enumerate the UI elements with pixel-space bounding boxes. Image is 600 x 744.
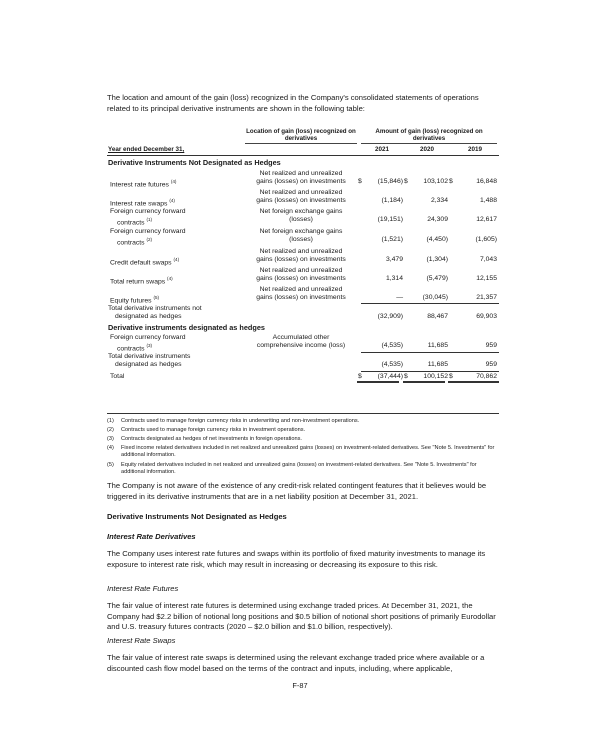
value-2019: 70,862 <box>476 373 497 380</box>
value-2020: (1,304) <box>426 256 448 263</box>
footnote-number: (2) <box>107 427 114 433</box>
value-2020: 24,309 <box>427 216 448 223</box>
footnote-number: (4) <box>107 445 114 451</box>
double-underline <box>448 381 499 383</box>
value-2021: (15,846) <box>377 178 403 185</box>
value-2019: 959 <box>485 342 497 349</box>
heading-interest-rate-futures: Interest Rate Futures <box>107 584 179 593</box>
total-row <box>107 352 499 371</box>
interest-rate-swaps-paragraph: The fair value of interest rate swaps is determined using the relevant exchange traded price where available or a discounted cash flow model based on the terms of the contract and inputs, including, where applicable, <box>107 653 485 673</box>
value-2020: 2,334 <box>430 197 448 204</box>
value-2021: (19,151) <box>377 216 403 223</box>
row-location: Net realized and unrealized gains (losses) on investments <box>256 248 346 263</box>
value-2019: 16,848 <box>476 178 497 185</box>
amount-column-header: Amount of gain (loss) recognized on derivatives <box>375 128 483 143</box>
footnote-number: (1) <box>107 418 114 424</box>
value-2020: 88,467 <box>427 313 448 320</box>
section-title: Derivative Instruments Not Designated as Hedges <box>108 158 281 167</box>
currency-symbol: $ <box>358 373 362 380</box>
value-2020: (30,045) <box>422 294 448 301</box>
total-rule <box>361 303 499 304</box>
value-2019: 7,043 <box>479 256 497 263</box>
value-2021: (1,521) <box>381 236 403 243</box>
value-2021: (4,535) <box>381 361 403 368</box>
value-2020: (4,450) <box>426 236 448 243</box>
year-header-row <box>107 144 499 156</box>
row-label: Credit default swaps $^{(4)}$ <box>110 257 180 267</box>
value-2021: 3,479 <box>385 256 403 263</box>
interest-rate-paragraph: The Company uses interest rate futures and swaps within its portfolio of fixed maturity investments to manage its exposure to interest rate risk, which may result in increasing or decreasing its exposure to this risk. <box>107 549 486 569</box>
total-rule <box>361 352 499 353</box>
section-designated <box>107 322 499 333</box>
derivatives-gain-loss-table <box>107 126 499 383</box>
row-label: Interest rate futures $^{(4)}$ <box>110 179 177 189</box>
year-2019: 2019 <box>467 146 482 153</box>
heading-interest-rate-derivatives: Interest Rate Derivatives <box>107 532 196 541</box>
total-rule <box>361 371 499 372</box>
footnote-separator <box>107 413 499 414</box>
row-location: Net realized and unrealized gains (losses) on investments <box>256 189 346 204</box>
currency-symbol: $ <box>449 178 453 185</box>
currency-symbol: $ <box>358 178 362 185</box>
interest-rate-futures-paragraph: The fair value of interest rate futures is determined using exchange traded prices. At December 31, 2021, the Company had $2.2 billion of notional long positions and $0.5 billion of notional short positions of primarily Eurodollar and U.S. treasury futures contracts (2020 – $2.0 billion and $1.0 billion, respectively). <box>107 601 496 632</box>
heading-interest-rate-swaps: Interest Rate Swaps <box>107 636 176 645</box>
row-location: Net realized and unrealized gains (losses) on investments <box>256 170 346 185</box>
row-label: Foreign currency forward contracts $^{(2)}$ <box>110 228 186 246</box>
table-row <box>107 226 499 246</box>
year-label: Year ended December 31, <box>108 146 185 153</box>
value-2021: (1,184) <box>381 197 403 204</box>
value-2019: 959 <box>485 361 497 368</box>
footnote-text: Equity related derivatives included in net realized and unrealized gains (losses) on investment-related derivatives. See "Note 5. Investments" for additional information. <box>121 462 477 475</box>
value-2020: 11,685 <box>427 361 448 368</box>
row-label: Foreign currency forward contracts $^{(1)}$ <box>110 208 186 226</box>
footnote-text: Contracts designated as hedges of net investments in foreign operations. <box>121 436 302 442</box>
value-2020: 11,685 <box>427 342 448 349</box>
row-location: Accumulated other comprehensive income (loss) <box>256 334 346 349</box>
table-row <box>107 284 499 303</box>
row-label: Total return swaps $^{(4)}$ <box>110 276 173 286</box>
row-location: Net realized and unrealized gains (losses) on investments <box>256 286 346 301</box>
row-label: Total derivative instruments designated as hedges <box>108 353 191 368</box>
table-row <box>107 265 499 284</box>
row-label: Foreign currency forward contracts $^{(3)}$ <box>110 334 186 352</box>
table-row <box>107 333 499 352</box>
currency-symbol: $ <box>404 373 408 380</box>
value-2020: 100,152 <box>423 373 448 380</box>
value-2021: — <box>396 294 403 301</box>
footnote-text: Contracts used to manage foreign currency risks in investment operations. <box>121 427 306 433</box>
value-2021: (32,909) <box>377 313 403 320</box>
currency-symbol: $ <box>449 373 453 380</box>
row-label: Total derivative instruments not designated as hedges <box>108 305 202 320</box>
table-row <box>107 168 499 187</box>
value-2020: (5,479) <box>426 275 448 282</box>
section-not-designated <box>107 156 499 168</box>
intro-paragraph: The location and amount of the gain (loss) recognized in the Company's consolidated statements of operations related to its principal derivative instruments are shown in the following table: <box>107 93 479 113</box>
row-label: Total <box>110 373 125 380</box>
double-underline <box>357 381 399 383</box>
total-row <box>107 303 499 322</box>
value-2019: 69,903 <box>476 313 497 320</box>
currency-symbol: $ <box>404 178 408 185</box>
page-number: F-87 <box>292 681 308 690</box>
year-2020: 2020 <box>419 146 434 153</box>
value-2019: 21,357 <box>476 294 497 301</box>
row-location: Net realized and unrealized gains (losses) on investments <box>256 267 346 282</box>
year-2021: 2021 <box>374 146 389 153</box>
value-2019: 12,155 <box>476 275 497 282</box>
section-title: Derivative instruments designated as hedges <box>108 323 265 332</box>
double-underline <box>403 381 445 383</box>
table-row <box>107 206 499 226</box>
footnote-text: Contracts used to manage foreign currency risks in underwriting and non-investment operations. <box>121 418 360 424</box>
value-2021: (4,535) <box>381 342 403 349</box>
value-2019: 1,488 <box>479 197 497 204</box>
footnote-number: (3) <box>107 436 114 442</box>
value-2019: 12,617 <box>476 216 497 223</box>
row-label: Interest rate swaps $^{(4)}$ <box>110 198 175 208</box>
row-label: Equity futures $^{(5)}$ <box>110 295 160 305</box>
footnote-text: Fixed income related derivatives included in net realized and unrealized gains (losses) on investment-related derivatives. See "Note 5. Investments" for additional information. <box>121 445 495 458</box>
value-2019: (1,605) <box>475 236 497 243</box>
table-row <box>107 246 499 265</box>
footnote-number: (5) <box>107 462 114 468</box>
value-2021: 1,314 <box>385 275 403 282</box>
location-column-header: Location of gain (loss) recognized on derivatives <box>246 128 356 143</box>
grand-total-row <box>107 371 499 383</box>
table-header <box>107 126 499 144</box>
value-2020: 103,102 <box>423 178 448 185</box>
heading-not-designated: Derivative Instruments Not Designated as Hedges <box>107 512 287 521</box>
row-location: Net foreign exchange gains (losses) <box>259 228 343 243</box>
value-2021: (37,444) <box>377 373 403 380</box>
contingent-features-paragraph: The Company is not aware of the existence of any credit-risk related contingent features that it believes would be triggered in its derivative instruments that are in a net liability position at December 31, 2021. <box>107 481 487 501</box>
row-location: Net foreign exchange gains (losses) <box>259 208 343 223</box>
table-row <box>107 187 499 206</box>
